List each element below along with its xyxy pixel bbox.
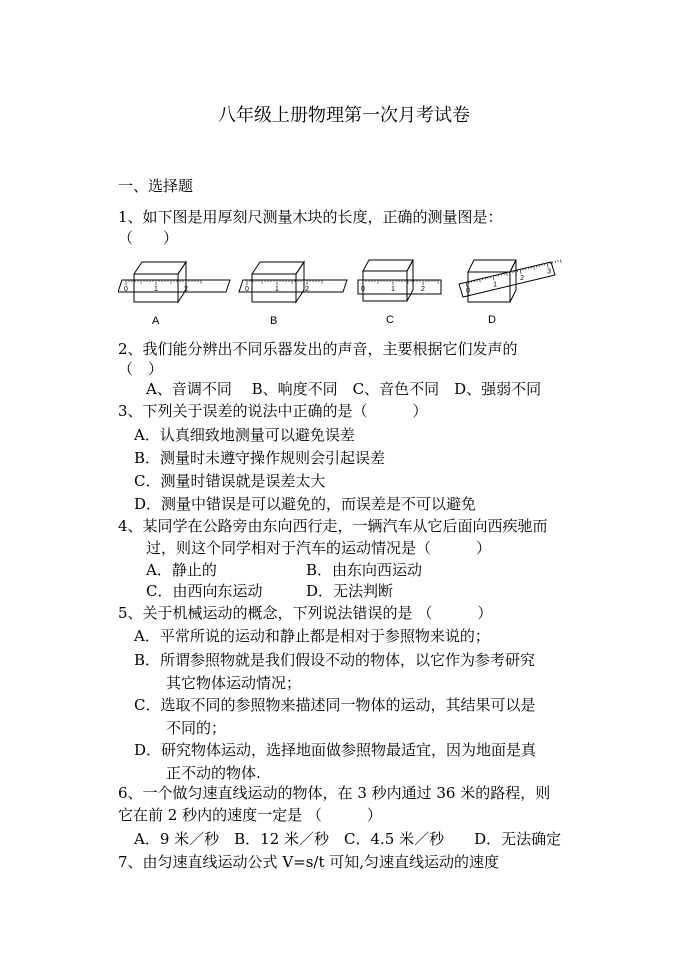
question-5-stem: 5、关于机械运动的概念，下列说法错误的是 （ ）: [118, 604, 493, 622]
page-title: 八年级上册物理第一次月考试卷: [218, 105, 470, 126]
ruler-tick: [466, 282, 467, 287]
ruler-diagram-c: [358, 260, 441, 301]
question-3-option-b: B．测量时未遵守操作规则会引起误差: [134, 449, 386, 467]
ruler-tick-label: 2: [305, 286, 309, 293]
question-6-stem-line-1: 6、一个做匀速直线运动的物体，在 3 秒内通过 36 米的路程，则: [118, 784, 551, 802]
question-3-option-d: D．测量中错误是可以避免的，而误差是不可以避免: [134, 495, 477, 513]
ruler-tick-label: 1: [391, 286, 395, 293]
question-3-option-c: C．测量时错误就是误差太大: [134, 472, 326, 490]
ruler-figure-label-b: B: [270, 315, 278, 327]
ruler-tick: [561, 260, 562, 263]
ruler-measurement-figure: [118, 250, 568, 330]
question-5-option-a: A．平常所说的运动和静止都是相对于参照物来说的；: [134, 627, 490, 645]
question-2-options: A、音调不同 B、响度不同 C、音色不同 D、强弱不同: [146, 380, 542, 398]
ruler-tick: [520, 269, 521, 274]
question-4-stem-line-1: 4、某同学在公路旁由东向西行走，一辆汽车从它后面向西疾驰而: [118, 517, 548, 535]
ruler-tick: [547, 263, 548, 268]
ruler-tick-label: 1: [493, 281, 497, 289]
ruler-tick-label: 3: [547, 268, 551, 276]
ruler-figure-label-d: D: [488, 314, 496, 326]
question-5-option-d-line-2: 正不动的物体.: [166, 764, 261, 782]
section-heading: 一、选择题: [118, 177, 194, 195]
ruler-tick-label: 0: [361, 286, 365, 293]
question-6-stem-line-2: 它在前 2 秒内的速度一定是 （ ）: [118, 806, 382, 824]
ruler-figure-label-a: A: [152, 315, 160, 327]
ruler-tick: [493, 276, 494, 281]
ruler-tick-label: 2: [421, 286, 425, 293]
question-5-option-d-line-1: D．研究物体运动，选择地面做参照物最适宜，因为地面是真: [134, 741, 537, 759]
question-4-stem-line-2: 过，则这个同学相对于汽车的运动情况是（ ）: [146, 539, 492, 557]
question-6-options: A．9 米／秒 B．12 米／秒 C．4.5 米／秒 D．无法确定: [134, 830, 562, 848]
question-1-stem: 1、如下图是用厚刻尺测量木块的长度，正确的测量图是：: [118, 208, 503, 226]
ruler-tick-label: 2: [520, 274, 524, 282]
ruler-tick-label: 0: [245, 286, 249, 293]
ruler-diagram-d: [459, 260, 555, 302]
question-2-stem: 2、我们能分辨出不同乐器发出的声音，主要根据它们发声的: [118, 340, 518, 358]
ruler-tick-label: 0: [124, 286, 128, 293]
ruler-tick-label: 2: [184, 286, 188, 293]
question-3-option-a: A．认真细致地测量可以避免误差: [134, 426, 355, 444]
ruler-tick-label: 0: [466, 287, 470, 295]
question-7-stem: 7、由匀速直线运动公式 V=s/t 可知,匀速直线运动的速度: [118, 853, 500, 871]
question-1-answer-blank: （ ）: [118, 229, 179, 247]
ruler-tick-label: 1: [154, 286, 158, 293]
ruler-figure-label-c: C: [386, 314, 394, 326]
question-4-option-c: C．由西向东运动: [146, 582, 263, 600]
question-5-option-c-line-1: C．选取不同的参照物来描述同一物体的运动，其结果可以是: [134, 696, 536, 714]
question-2-answer-blank: （ ）: [118, 360, 164, 378]
question-5-option-c-line-2: 不同的；: [166, 719, 227, 737]
question-4-option-b: B．由东向西运动: [306, 561, 423, 579]
question-5-option-b-line-2: 其它物体运动情况；: [166, 674, 302, 692]
question-4-option-d: D．无法判断: [306, 582, 394, 600]
question-4-option-a: A．静止的: [146, 561, 217, 579]
question-3-stem: 3、下列关于误差的说法中正确的是（ ）: [118, 402, 428, 420]
ruler-tick-label: 1: [275, 286, 279, 293]
question-5-option-b-line-1: B．所谓参照物就是我们假设不动的物体，以它作为参考研究: [134, 651, 536, 669]
ruler-diagram-b: [239, 262, 347, 302]
